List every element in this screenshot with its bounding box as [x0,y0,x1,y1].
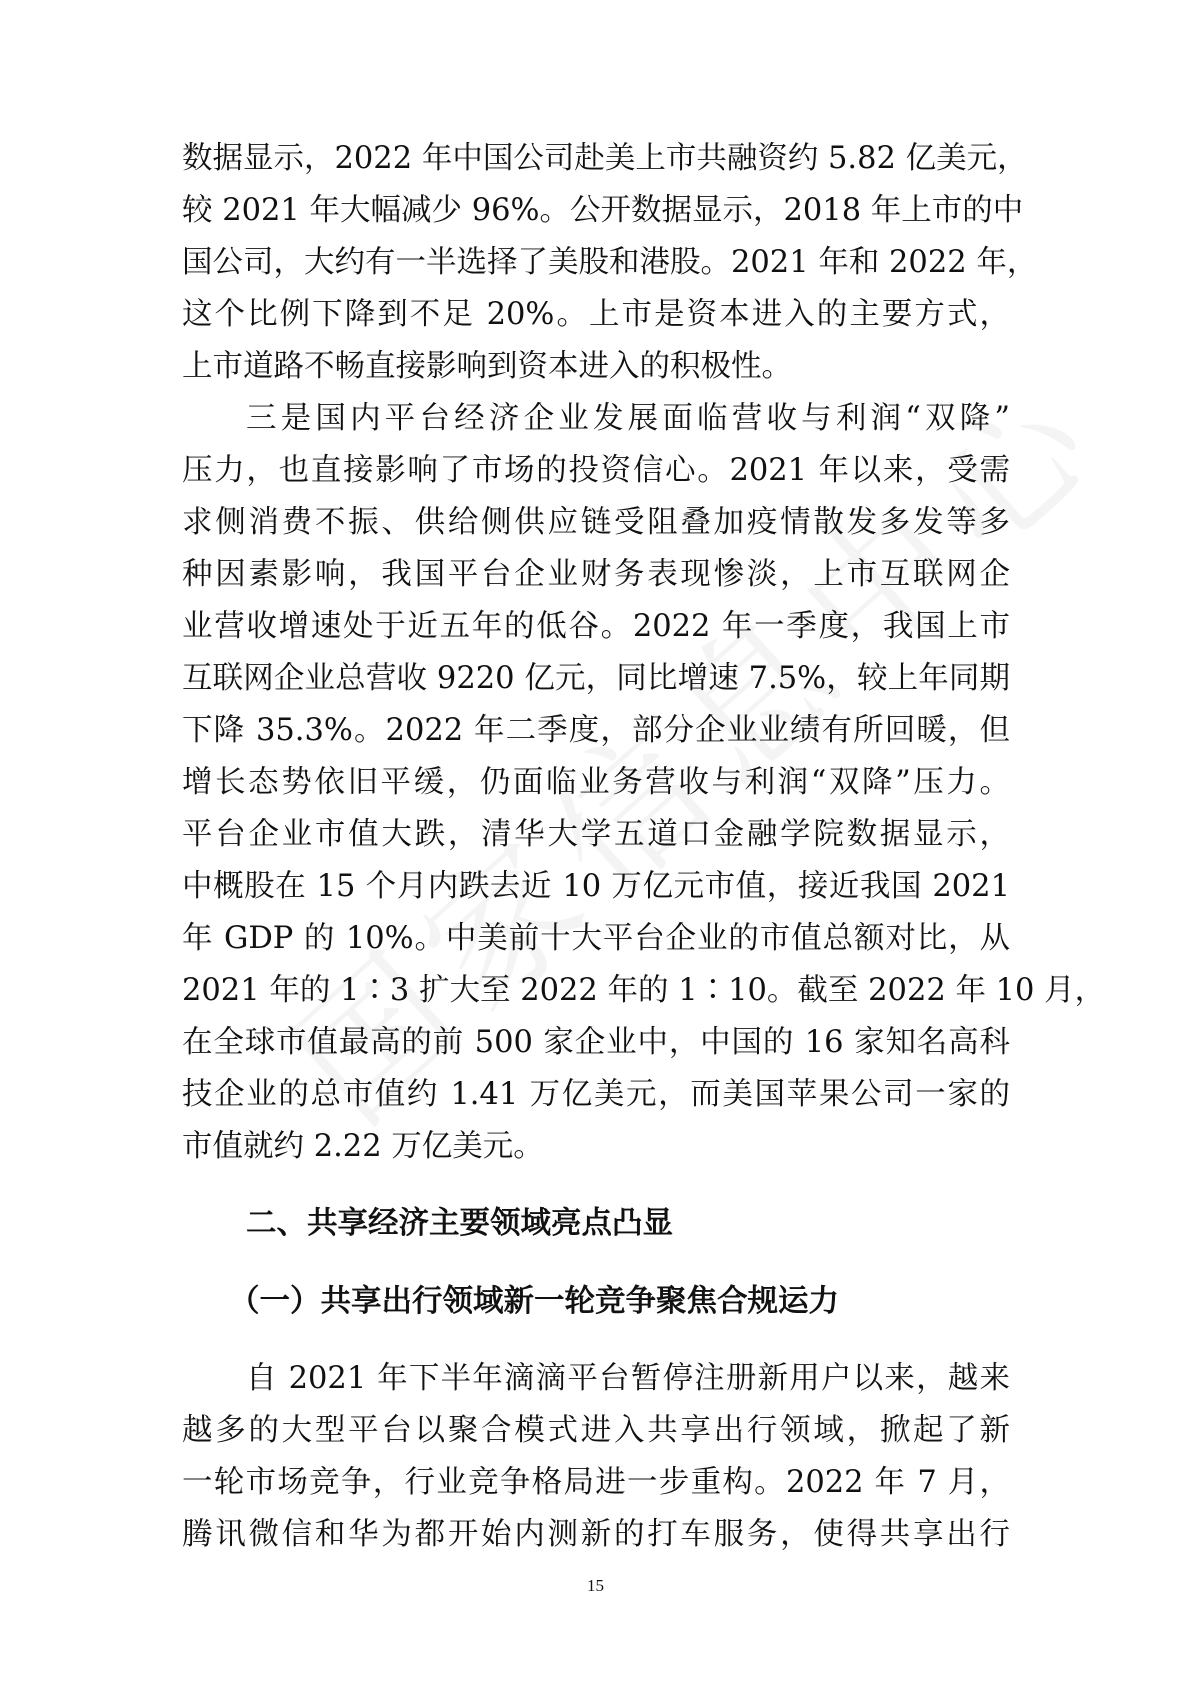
paragraph3-line: 一轮市场竞争，行业竞争格局进一步重构。2022 年 7 月， [182,1465,1010,1500]
paragraph2-line: 业营收增速处于近五年的低谷。2022 年一季度，我国上市 [182,609,1010,644]
paragraph3-line: 自 2021 年下半年滴滴平台暂停注册新用户以来，越来 [246,1361,1010,1396]
paragraph2-line: 压力，也直接影响了市场的投资信心。2021 年以来，受需 [182,453,1010,488]
paragraph2-line: 市值就约 2.22 万亿美元。 [182,1129,544,1164]
paragraph2-line: 平台企业市值大跌，清华大学五道口金融学院数据显示， [182,817,1010,852]
paragraph1-line: 较 2021 年大幅减少 96%。公开数据显示，2018 年上市的中 [182,193,1024,228]
section-heading: 二、共享经济主要领域亮点凸显 [246,1205,673,1241]
paragraph2-line: 下降 35.3%。2022 年二季度，部分企业业绩有所回暖，但 [182,713,1010,748]
subsection-heading: （一）共享出行领域新一轮竞争聚焦合规运力 [229,1283,839,1319]
paragraph1-line: 这个比例下降到不足 20%。上市是资本进入的主要方式， [182,297,1010,332]
paragraph2-line: 互联网企业总营收 9220 亿元，同比增速 7.5%，较上年同期 [182,661,1010,696]
paragraph2-line: 增长态势依旧平缓，仍面临业务营收与利润“双降”压力。 [182,765,1010,800]
paragraph2-line: 种因素影响，我国平台企业财务表现惨淡，上市互联网企 [182,557,1010,592]
paragraph2-line: 2021 年的 1∶3 扩大至 2022 年的 1∶10。截至 2022 年 10 月， [182,973,1106,1008]
paragraph3-line: 腾讯微信和华为都开始内测新的打车服务，使得共享出行 [182,1517,1010,1552]
paragraph1-line: 国公司，大约有一半选择了美股和港股。2021 年和 2022 年， [182,245,1038,280]
paragraph1-line: 上市道路不畅直接影响到资本进入的积极性。 [182,349,792,384]
paragraph2-line: 中概股在 15 个月内跌去近 10 万亿元市值，接近我国 2021 [182,869,1010,904]
page-number: 15 [587,1576,604,1595]
paragraph3-line: 越多的大型平台以聚合模式进入共享出行领域，掀起了新 [182,1413,1010,1448]
paragraph1-line: 数据显示，2022 年中国公司赴美上市共融资约 5.82 亿美元， [182,141,1028,176]
paragraph2-line: 技企业的总市值约 1.41 万亿美元，而美国苹果公司一家的 [182,1077,1010,1112]
paragraph2-line: 三是国内平台经济企业发展面临营收与利润“双降” [246,401,1010,436]
paragraph2-line: 年 GDP 的 10%。中美前十大平台企业的市值总额对比，从 [182,921,1010,956]
paragraph2-line: 求侧消费不振、供给侧供应链受阻叠加疫情散发多发等多 [182,505,1010,540]
paragraph2-line: 在全球市值最高的前 500 家企业中，中国的 16 家知名高科 [182,1025,1010,1060]
